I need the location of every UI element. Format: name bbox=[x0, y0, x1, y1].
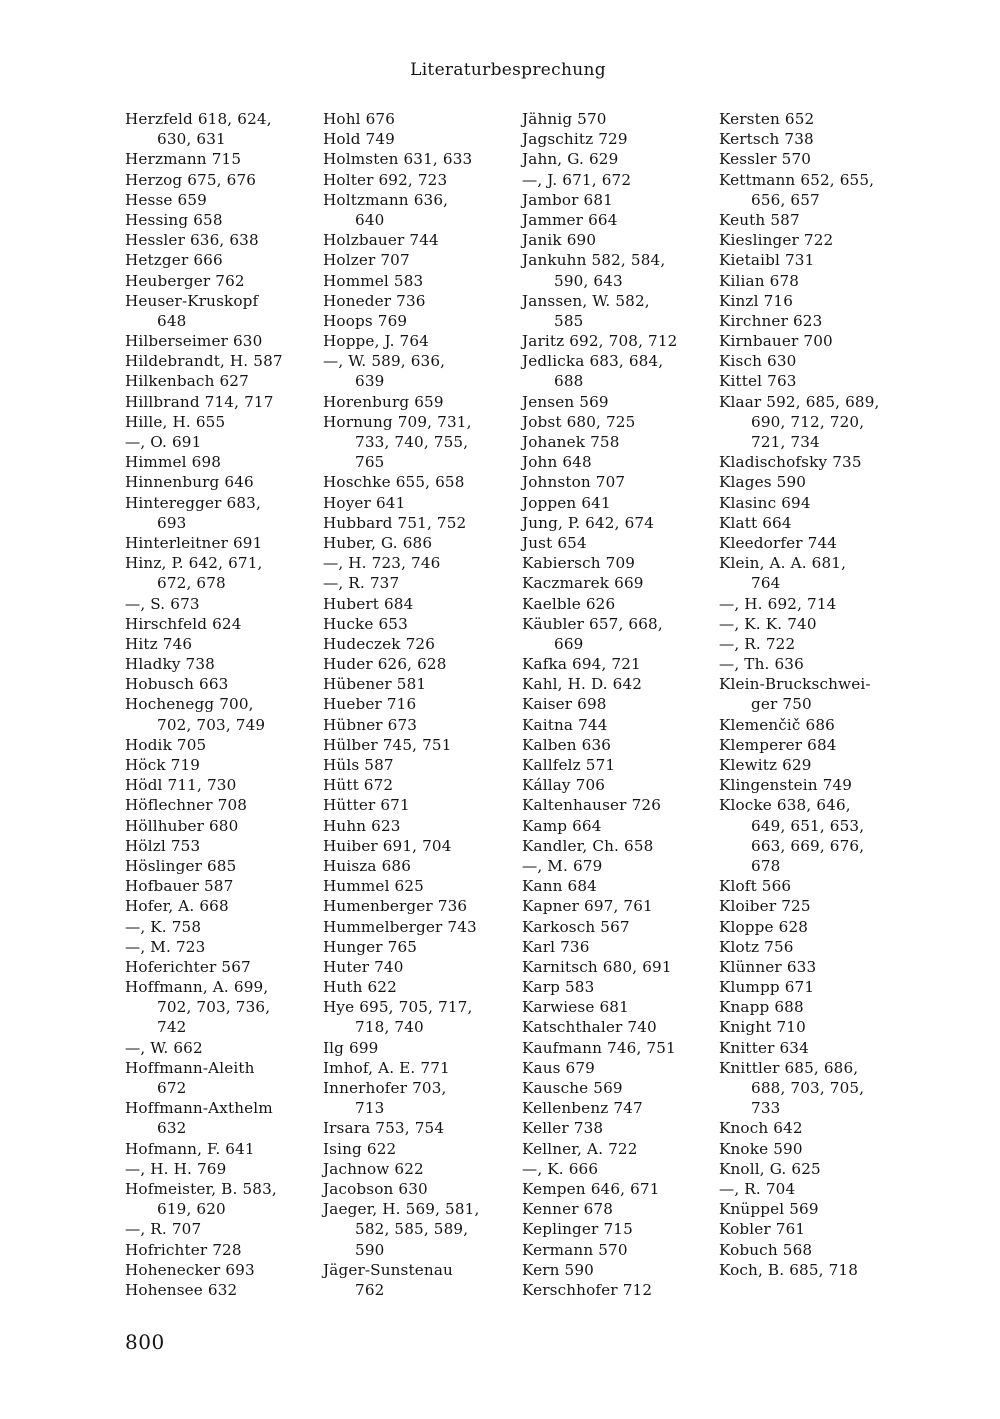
index-entry: Hoops 769 bbox=[323, 311, 408, 330]
index-entry: —, S. 673 bbox=[125, 594, 200, 613]
index-entry: Hohensee 632 bbox=[125, 1280, 238, 1299]
index-entry: Jaritz 692, 708, 712 bbox=[522, 332, 678, 351]
index-entry-continuation: 630, 631 bbox=[157, 130, 226, 149]
index-entry: —, R. 707 bbox=[125, 1220, 202, 1239]
index-entry-continuation: 690, 712, 720, bbox=[751, 412, 865, 431]
index-entry: Hohl 676 bbox=[323, 110, 396, 128]
index-entry: Karp 583 bbox=[522, 978, 595, 997]
index-entry: Knoke 590 bbox=[719, 1139, 803, 1158]
index-entry: Humenberger 736 bbox=[323, 897, 468, 916]
index-entry: —, W. 589, 636, bbox=[323, 352, 446, 371]
index-entry: —, Th. 636 bbox=[719, 655, 804, 674]
index-entry-continuation: 702, 703, 749 bbox=[157, 715, 266, 734]
index-entry: Imhof, A. E. 771 bbox=[323, 1058, 450, 1077]
index-entry: Herzfeld 618, 624, bbox=[125, 110, 272, 128]
index-entry: Kinzl 716 bbox=[719, 291, 794, 310]
index-column-3 bbox=[522, 109, 717, 1300]
index-entry: Kirnbauer 700 bbox=[719, 332, 833, 351]
index-entry: Kloppe 628 bbox=[719, 917, 809, 936]
index-entry: Hillbrand 714, 717 bbox=[125, 392, 274, 411]
index-entry: Katschthaler 740 bbox=[522, 1018, 657, 1037]
index-entry: Janssen, W. 582, bbox=[522, 291, 650, 310]
index-entry-continuation: 590, 643 bbox=[554, 271, 623, 290]
index-entry-continuation: 762 bbox=[355, 1280, 385, 1299]
index-entry: Ilg 699 bbox=[323, 1038, 379, 1057]
index-entry-continuation: 764 bbox=[751, 574, 781, 593]
index-entry: Klingenstein 749 bbox=[719, 776, 853, 795]
index-entry: Knoch 642 bbox=[719, 1119, 803, 1138]
index-entry-continuation: 656, 657 bbox=[751, 190, 820, 209]
index-entry: Hodik 705 bbox=[125, 735, 207, 754]
index-entry: Hüls 587 bbox=[323, 756, 394, 774]
index-entry: Kahl, H. D. 642 bbox=[522, 675, 643, 694]
index-entry: Heuser-Kruskopf bbox=[125, 291, 259, 310]
index-entry: Kerschhofer 712 bbox=[522, 1280, 653, 1299]
index-entry: Kettmann 652, 655, bbox=[719, 170, 875, 189]
index-entry: Kleedorfer 744 bbox=[719, 533, 838, 552]
index-entry-continuation: 733 bbox=[751, 1099, 781, 1118]
index-entry: —, W. 662 bbox=[125, 1038, 203, 1057]
index-column-2 bbox=[323, 109, 518, 1300]
index-entry: Jaeger, H. 569, 581, bbox=[323, 1200, 480, 1219]
page-number: 800 bbox=[125, 1330, 165, 1354]
index-entry: Hoffmann-Axthelm bbox=[125, 1099, 273, 1118]
index-entry: Hofbauer 587 bbox=[125, 877, 234, 896]
index-entry: —, R. 722 bbox=[719, 634, 796, 653]
index-entry: Kietaibl 731 bbox=[719, 251, 815, 270]
index-entry: Hladky 738 bbox=[125, 655, 215, 674]
index-entry: Hitz 746 bbox=[125, 634, 193, 653]
index-entry: —, R. 704 bbox=[719, 1179, 796, 1198]
index-entry: Kafka 694, 721 bbox=[522, 655, 641, 674]
index-entry: Huter 740 bbox=[323, 957, 404, 976]
index-entry: Honeder 736 bbox=[323, 291, 426, 310]
index-entry: Kalben 636 bbox=[522, 735, 612, 754]
index-entry: Karkosch 567 bbox=[522, 917, 630, 936]
index-entry: Heuberger 762 bbox=[125, 271, 245, 290]
index-entry: —, H. 692, 714 bbox=[719, 594, 837, 613]
index-entry: Johnston 707 bbox=[522, 473, 626, 492]
index-entry: Hoppe, J. 764 bbox=[323, 332, 429, 351]
index-entry: Horenburg 659 bbox=[323, 392, 444, 411]
index-entry: Hinnenburg 646 bbox=[125, 473, 254, 492]
index-entry: —, H. H. 769 bbox=[125, 1159, 227, 1178]
index-entry: Kaczmarek 669 bbox=[522, 574, 644, 593]
index-entry: Jankuhn 582, 584, bbox=[522, 251, 666, 270]
index-entry-continuation: 648 bbox=[157, 311, 187, 330]
index-entry-continuation: 765 bbox=[355, 453, 385, 472]
index-entry-continuation: 619, 620 bbox=[157, 1200, 226, 1219]
index-entry: Just 654 bbox=[522, 533, 587, 552]
index-entry: Hesse 659 bbox=[125, 190, 207, 209]
index-entry: Hülber 745, 751 bbox=[323, 735, 452, 754]
index-entry: Huhn 623 bbox=[323, 816, 401, 835]
index-entry: Hilkenbach 627 bbox=[125, 372, 249, 391]
index-entry: Hödl 711, 730 bbox=[125, 776, 237, 795]
index-entry: Kapner 697, 761 bbox=[522, 897, 653, 916]
index-entry-continuation: 632 bbox=[157, 1119, 187, 1138]
index-entry: Hofmeister, B. 583, bbox=[125, 1179, 277, 1198]
index-entry: Klaar 592, 685, 689, bbox=[719, 392, 880, 411]
index-entry: Herzmann 715 bbox=[125, 150, 242, 169]
index-column-4 bbox=[719, 109, 914, 1280]
index-entry-continuation: 693 bbox=[157, 513, 187, 532]
index-entry: Holzer 707 bbox=[323, 251, 410, 270]
index-entry: Huiber 691, 704 bbox=[323, 836, 452, 855]
index-entry: Hueber 716 bbox=[323, 695, 417, 714]
index-entry: Klein-Bruckschwei- bbox=[719, 675, 871, 694]
index-entry: Klein, A. A. 681, bbox=[719, 554, 847, 573]
index-entry: Hirschfeld 624 bbox=[125, 614, 242, 633]
index-entry-continuation: 663, 669, 676, bbox=[751, 836, 865, 855]
index-entry: Kertsch 738 bbox=[719, 130, 814, 149]
index-entry: Huisza 686 bbox=[323, 856, 412, 875]
index-entry: Himmel 698 bbox=[125, 453, 222, 472]
index-entry: Holzbauer 744 bbox=[323, 231, 439, 250]
index-entry: Holter 692, 723 bbox=[323, 170, 448, 189]
index-entry: Kaus 679 bbox=[522, 1058, 595, 1077]
index-entry-continuation: 688 bbox=[554, 372, 584, 391]
index-entry: Hochenegg 700, bbox=[125, 695, 254, 714]
index-entry: Kallfelz 571 bbox=[522, 756, 616, 774]
index-entry: Kobuch 568 bbox=[719, 1240, 813, 1259]
index-entry: Klünner 633 bbox=[719, 957, 817, 976]
index-entry: Kabiersch 709 bbox=[522, 554, 636, 573]
index-entry: Hessler 636, 638 bbox=[125, 231, 259, 250]
index-entry-continuation: 649, 651, 653, bbox=[751, 816, 865, 835]
index-entry: Klages 590 bbox=[719, 473, 807, 492]
index-entry: Keuth 587 bbox=[719, 210, 800, 229]
index-entry: Kaufmann 746, 751 bbox=[522, 1038, 676, 1057]
index-entry: Kilian 678 bbox=[719, 271, 800, 290]
index-entry: —, R. 737 bbox=[323, 574, 400, 593]
index-entry: Johanek 758 bbox=[522, 433, 620, 451]
index-entry-continuation: 640 bbox=[355, 210, 385, 229]
index-entry: —, O. 691 bbox=[125, 433, 202, 451]
index-entry: Hütter 671 bbox=[323, 796, 410, 815]
index-entry: Hoyer 641 bbox=[323, 493, 406, 512]
index-entry: Kaelble 626 bbox=[522, 594, 616, 613]
index-entry: Hunger 765 bbox=[323, 937, 418, 956]
index-entry: Hornung 709, 731, bbox=[323, 412, 472, 431]
index-entry: Jagschitz 729 bbox=[522, 130, 628, 149]
index-entry: Knittler 685, 686, bbox=[719, 1058, 859, 1077]
index-entry: Hucke 653 bbox=[323, 614, 408, 633]
index-entry: Kausche 569 bbox=[522, 1079, 623, 1097]
index-entry: Hudeczek 726 bbox=[323, 634, 436, 653]
index-entry: Höck 719 bbox=[125, 756, 201, 774]
index-entry-continuation: 742 bbox=[157, 1018, 187, 1037]
index-entry-continuation: 672, 678 bbox=[157, 574, 226, 593]
index-entry: Jähnig 570 bbox=[522, 110, 607, 128]
index-entry: Hummel 625 bbox=[323, 877, 424, 896]
index-entry: Huder 626, 628 bbox=[323, 655, 447, 674]
index-entry-continuation: 713 bbox=[355, 1099, 385, 1118]
index-entry: Hütt 672 bbox=[323, 776, 394, 795]
index-entry: Hinz, P. 642, 671, bbox=[125, 554, 263, 573]
index-entry: Kállay 706 bbox=[522, 776, 606, 795]
index-entry: —, J. 671, 672 bbox=[522, 170, 632, 189]
index-entry: Kaitna 744 bbox=[522, 715, 608, 734]
index-entry: Hoffmann-Aleith bbox=[125, 1058, 255, 1077]
index-entry: Hübener 581 bbox=[323, 675, 427, 694]
index-entry: —, M. 679 bbox=[522, 856, 603, 875]
index-entry: Kaltenhauser 726 bbox=[522, 796, 662, 815]
index-entry: Kempen 646, 671 bbox=[522, 1179, 660, 1198]
index-entry: Klocke 638, 646, bbox=[719, 796, 851, 815]
index-entry: Kann 684 bbox=[522, 877, 597, 896]
index-entry: Knoll, G. 625 bbox=[719, 1159, 821, 1178]
index-entry: Kisch 630 bbox=[719, 352, 797, 371]
index-entry: Jensen 569 bbox=[522, 392, 609, 411]
index-entry: Joppen 641 bbox=[522, 493, 611, 512]
index-entry: Käubler 657, 668, bbox=[522, 614, 663, 633]
index-entry: Knitter 634 bbox=[719, 1038, 809, 1057]
index-entry: Jambor 681 bbox=[522, 190, 613, 209]
index-entry: Hoschke 655, 658 bbox=[323, 473, 465, 492]
index-entry: —, K. 758 bbox=[125, 917, 202, 936]
index-entry: Kloiber 725 bbox=[719, 897, 811, 916]
index-entry-continuation: 585 bbox=[554, 311, 584, 330]
index-entry: Hölzl 753 bbox=[125, 836, 201, 855]
index-entry: Irsara 753, 754 bbox=[323, 1119, 445, 1138]
index-entry: Hohenecker 693 bbox=[125, 1260, 255, 1279]
index-entry: Klemperer 684 bbox=[719, 735, 837, 754]
index-entry-continuation: ger 750 bbox=[751, 695, 812, 714]
index-entry: Kloft 566 bbox=[719, 877, 792, 896]
running-header: Literaturbesprechung bbox=[410, 60, 606, 80]
index-entry: Herzog 675, 676 bbox=[125, 170, 257, 189]
index-entry: Ising 622 bbox=[323, 1139, 397, 1158]
index-entry: Kobler 761 bbox=[719, 1220, 806, 1239]
index-entry: Hofrichter 728 bbox=[125, 1240, 242, 1259]
index-entry: Kellenbenz 747 bbox=[522, 1099, 643, 1118]
index-entry-continuation: 672 bbox=[157, 1079, 187, 1097]
index-entry-continuation: 678 bbox=[751, 856, 781, 875]
index-entry: Keller 738 bbox=[522, 1119, 604, 1138]
index-entry: Kern 590 bbox=[522, 1260, 594, 1279]
index-entry: Kieslinger 722 bbox=[719, 231, 834, 250]
index-entry: Kandler, Ch. 658 bbox=[522, 836, 654, 855]
index-entry: Jobst 680, 725 bbox=[522, 412, 636, 431]
index-entry: Kermann 570 bbox=[522, 1240, 628, 1259]
index-entry: —, H. 723, 746 bbox=[323, 554, 441, 573]
index-entry: —, K. 666 bbox=[522, 1159, 599, 1178]
index-entry: Huth 622 bbox=[323, 978, 397, 997]
index-entry: Hummelberger 743 bbox=[323, 917, 477, 936]
index-entry: Karl 736 bbox=[522, 937, 590, 956]
index-entry-continuation: 718, 740 bbox=[355, 1018, 424, 1037]
index-entry: Jung, P. 642, 674 bbox=[522, 513, 655, 532]
index-columns bbox=[0, 109, 1000, 1309]
index-entry: John 648 bbox=[522, 453, 592, 472]
index-entry: Kamp 664 bbox=[522, 816, 602, 835]
index-entry: Hobusch 663 bbox=[125, 675, 229, 694]
index-entry: Hye 695, 705, 717, bbox=[323, 998, 473, 1017]
index-entry: Kirchner 623 bbox=[719, 311, 823, 330]
index-entry: Jedlicka 683, 684, bbox=[522, 352, 664, 371]
index-entry: Kenner 678 bbox=[522, 1200, 614, 1219]
index-entry: Hetzger 666 bbox=[125, 251, 223, 270]
index-entry: Janik 690 bbox=[522, 231, 597, 250]
index-entry: Hübner 673 bbox=[323, 715, 418, 734]
index-entry: Hoffmann, A. 699, bbox=[125, 978, 269, 997]
index-entry: Koch, B. 685, 718 bbox=[719, 1260, 859, 1279]
index-entry: Jacobson 630 bbox=[323, 1179, 428, 1198]
index-entry: Hofer, A. 668 bbox=[125, 897, 229, 916]
index-entry: Höllhuber 680 bbox=[125, 816, 239, 835]
index-entry: Hinterleitner 691 bbox=[125, 533, 263, 552]
index-entry: Holtzmann 636, bbox=[323, 190, 449, 209]
index-entry: Klumpp 671 bbox=[719, 978, 815, 997]
index-entry: Klotz 756 bbox=[719, 937, 794, 956]
index-entry: Höslinger 685 bbox=[125, 856, 237, 875]
index-entry-continuation: 669 bbox=[554, 634, 584, 653]
index-entry-continuation: 639 bbox=[355, 372, 385, 391]
index-entry: Kellner, A. 722 bbox=[522, 1139, 638, 1158]
index-entry: Holmsten 631, 633 bbox=[323, 150, 473, 169]
index-entry: Jahn, G. 629 bbox=[522, 150, 619, 169]
index-entry: Hofmann, F. 641 bbox=[125, 1139, 255, 1158]
index-column-1 bbox=[125, 109, 320, 1300]
index-entry: —, K. K. 740 bbox=[719, 614, 817, 633]
index-entry: Klemenčič 686 bbox=[719, 715, 835, 734]
index-entry-continuation: 733, 740, 755, bbox=[355, 433, 469, 451]
index-entry-continuation: 590 bbox=[355, 1240, 385, 1259]
index-entry: Klatt 664 bbox=[719, 513, 792, 532]
index-entry-continuation: 721, 734 bbox=[751, 433, 820, 451]
index-entry: Huber, G. 686 bbox=[323, 533, 433, 552]
index-entry: Knight 710 bbox=[719, 1018, 806, 1037]
index-entry: Karwiese 681 bbox=[522, 998, 629, 1017]
index-entry-continuation: 688, 703, 705, bbox=[751, 1079, 865, 1097]
index-entry: Knüppel 569 bbox=[719, 1200, 819, 1219]
index-entry: Hilberseimer 630 bbox=[125, 332, 263, 351]
index-entry: Kessler 570 bbox=[719, 150, 812, 169]
index-entry: Jäger-Sunstenau bbox=[323, 1260, 453, 1279]
index-entry: Hille, H. 655 bbox=[125, 412, 226, 431]
index-entry: Hold 749 bbox=[323, 130, 395, 149]
index-entry: Jachnow 622 bbox=[323, 1159, 424, 1178]
index-entry: Hoferichter 567 bbox=[125, 957, 251, 976]
index-entry: Knapp 688 bbox=[719, 998, 804, 1017]
index-entry: Keplinger 715 bbox=[522, 1220, 633, 1239]
index-entry-continuation: 582, 585, 589, bbox=[355, 1220, 469, 1239]
index-entry: Hubbard 751, 752 bbox=[323, 513, 467, 532]
index-entry: Höflechner 708 bbox=[125, 796, 248, 815]
index-entry: Klasinc 694 bbox=[719, 493, 811, 512]
index-entry: Kladischofsky 735 bbox=[719, 453, 862, 472]
index-entry: Innerhofer 703, bbox=[323, 1079, 447, 1097]
index-entry: Karnitsch 680, 691 bbox=[522, 957, 672, 976]
index-entry: Hinteregger 683, bbox=[125, 493, 261, 512]
index-entry: Klewitz 629 bbox=[719, 756, 812, 774]
index-entry: Hommel 583 bbox=[323, 271, 424, 290]
index-entry-continuation: 702, 703, 736, bbox=[157, 998, 271, 1017]
index-entry: Kaiser 698 bbox=[522, 695, 607, 714]
index-entry: Hildebrandt, H. 587 bbox=[125, 352, 283, 371]
index-entry: Kersten 652 bbox=[719, 110, 815, 128]
index-entry: —, M. 723 bbox=[125, 937, 206, 956]
index-entry: Jammer 664 bbox=[522, 210, 618, 229]
index-entry: Hubert 684 bbox=[323, 594, 414, 613]
index-entry: Hessing 658 bbox=[125, 210, 223, 229]
index-entry: Kittel 763 bbox=[719, 372, 797, 391]
